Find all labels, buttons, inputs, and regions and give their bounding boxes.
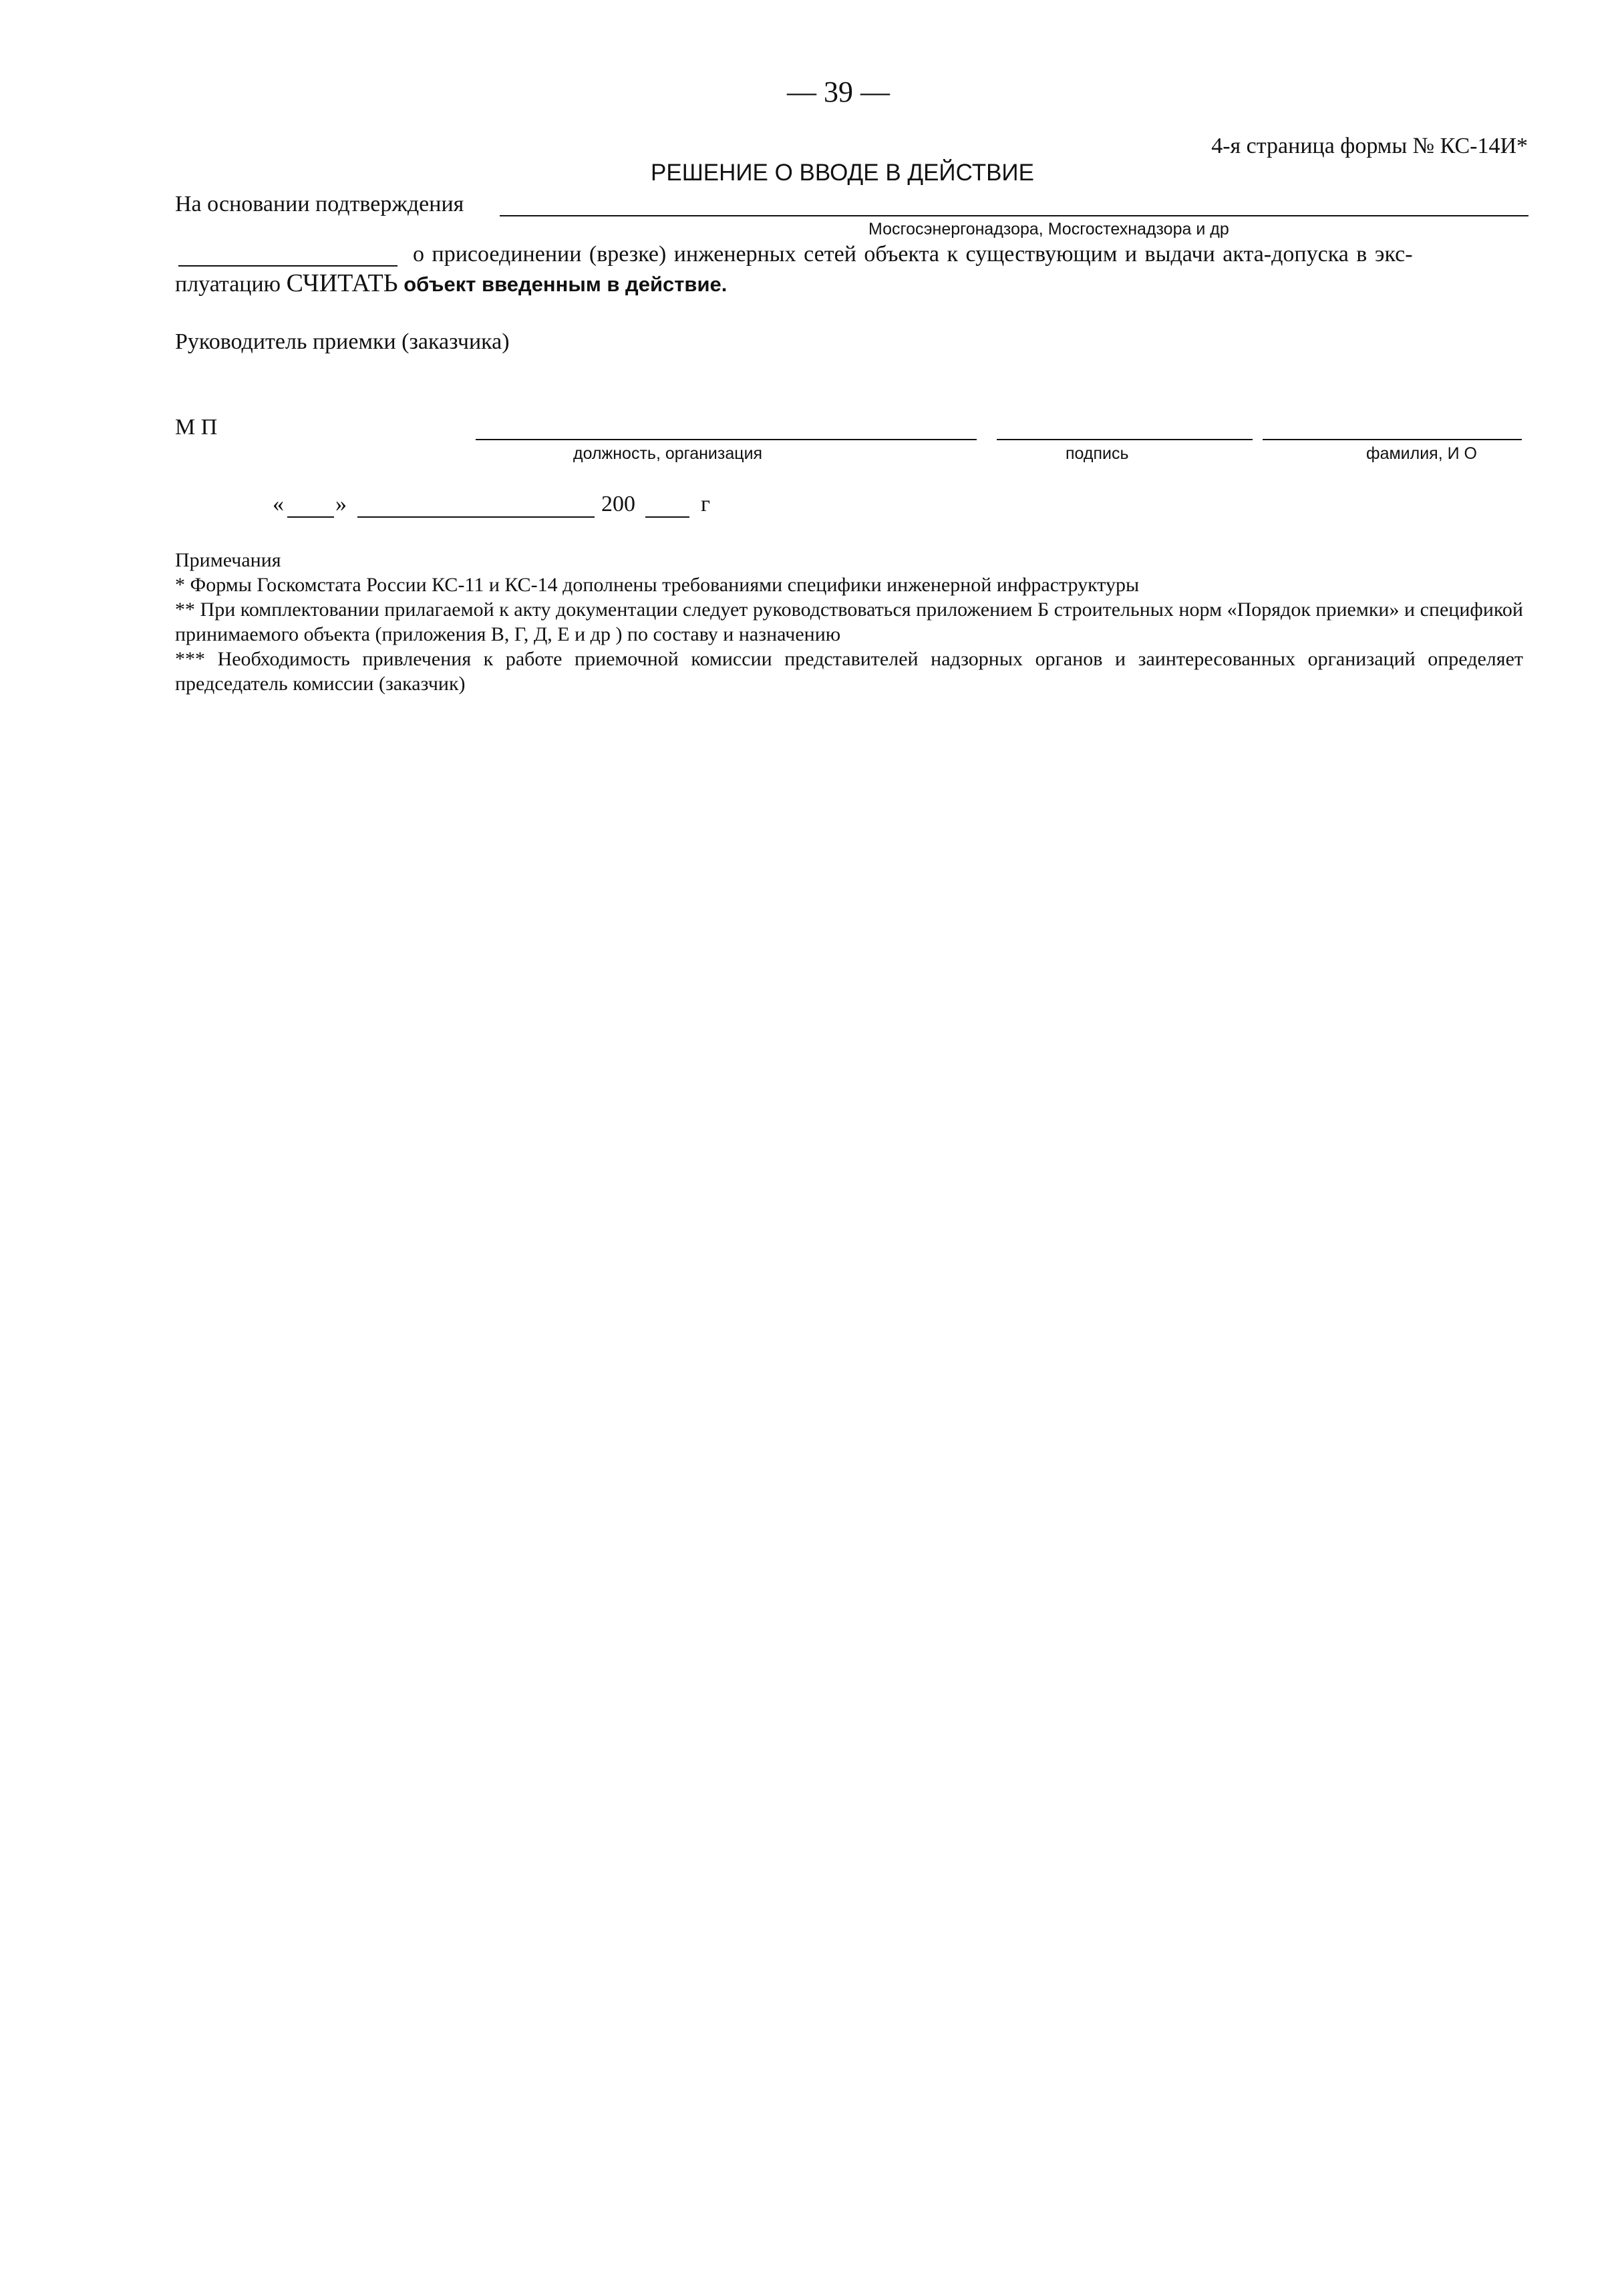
decision-word: СЧИТАТЬ xyxy=(286,269,398,297)
date-close-quote: » xyxy=(335,492,347,516)
date-year-suffix: г xyxy=(701,492,710,516)
notes-section xyxy=(175,548,1523,696)
decision-title: РЕШЕНИЕ О ВВОДЕ В ДЕЙСТВИЕ xyxy=(651,160,1034,186)
head-label: Руководитель приемки (заказчика) xyxy=(175,329,510,354)
body-line-2-suffix: объект введенным в действие. xyxy=(397,273,727,296)
stamp-label: М П xyxy=(175,415,218,440)
basis-hint: Мосгосэнергонадзора, Мосгостехнадзора и др xyxy=(868,220,1229,238)
date-month-line[interactable] xyxy=(357,516,595,518)
basis-label: На основании подтверждения xyxy=(175,192,464,216)
signature-caption: подпись xyxy=(1066,444,1129,463)
name-caption: фамилия, И О xyxy=(1366,444,1477,463)
form-label: 4-я страница формы № КС-14И* xyxy=(1211,134,1528,158)
body-fill-line[interactable] xyxy=(178,265,397,267)
signature-line[interactable] xyxy=(997,439,1253,440)
position-line[interactable] xyxy=(476,439,977,440)
notes-heading: Примечания xyxy=(175,549,281,571)
page-number: — 39 — xyxy=(787,75,890,108)
note-3: *** Необходимость привлечения к работе приемочной комиссии представителей надзорных органов и заинтересованных организаций определяет председатель комиссии (заказчик) xyxy=(175,648,1523,695)
position-caption: должность, организация xyxy=(573,444,763,463)
body-line-2-prefix: плуатацию xyxy=(175,272,287,297)
date-open-quote: « xyxy=(273,492,284,516)
date-year-line[interactable] xyxy=(645,516,689,518)
note-2: ** При комплектовании прилагаемой к акту документации следует руководствоваться приложением Б строительных норм «Порядок приемки» и спецификой принимаемого объекта (приложения В, Г, Д, Е и др ) по составу и назначению xyxy=(175,599,1523,645)
body-line-2 xyxy=(175,269,727,298)
note-1: * Формы Госкомстата России КС-11 и КС-14 дополнены требованиями специфики инженерной инфраструктуры xyxy=(175,574,1140,596)
date-day-line[interactable] xyxy=(287,516,334,518)
date-year-prefix: 200 xyxy=(601,492,635,516)
basis-fill-line[interactable] xyxy=(500,215,1528,216)
body-line-1: о присоединении (врезке) инженерных сетей объекта к существующим и выдачи акта-допуска в экс- xyxy=(413,242,1413,267)
name-line[interactable] xyxy=(1263,439,1522,440)
